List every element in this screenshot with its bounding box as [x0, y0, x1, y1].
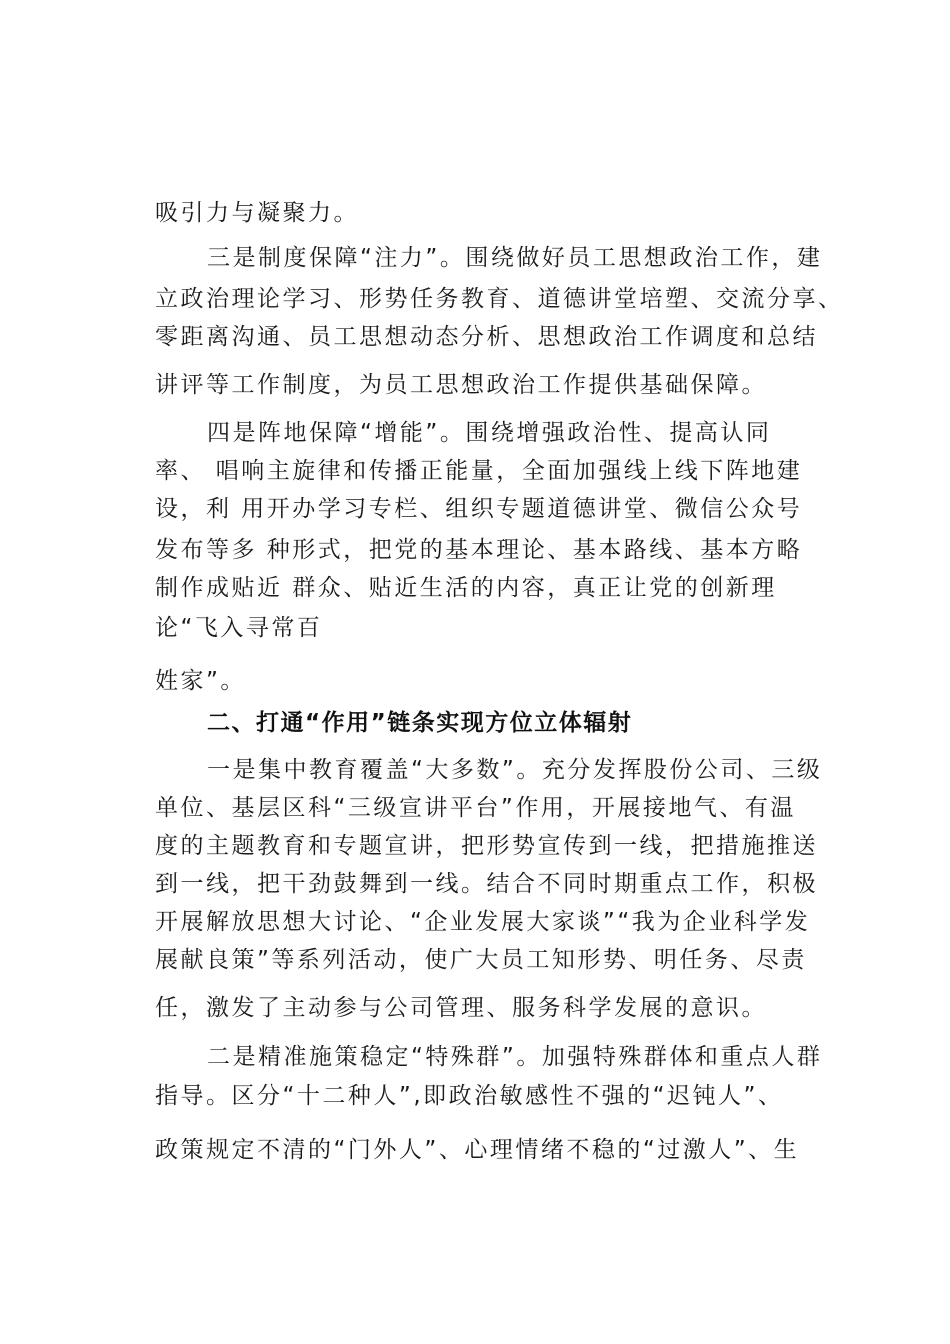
text-line: 率、 唱响主旋律和传播正能量，全面加强线上线下阵地建 [155, 458, 803, 484]
text-line: 展献良策”等系列活动，使广大员工知形势、明任务、尽责 [155, 947, 807, 973]
text-line: 四是阵地保障“增能”。围绕增强政治性、提高认同 [207, 420, 772, 446]
text-line: 姓家”。 [155, 668, 246, 694]
text-line: 三是制度保障“注力”。围绕做好员工思想政治工作，建 [207, 245, 823, 271]
text-line: 开展解放思想大讨论、“企业发展大家谈”“我为企业科学发 [155, 909, 811, 935]
text-line: 设，利 用开办学习专栏、组织专题道德讲堂、微信公众号 [155, 496, 803, 522]
text-line: 到一线，把干劲鼓舞到一线。结合不同时期重点工作，积极 [155, 871, 818, 897]
text-line: 一是集中教育覆盖“大多数”。充分发挥股份公司、三级 [207, 757, 823, 783]
text-line: 指导。区分“十二种人”,即政治敏感性不强的“迟钝人”、 [155, 1083, 784, 1109]
text-line: 任，激发了主动参与公司管理、服务科学发展的意识。 [155, 995, 767, 1021]
text-line: 单位、基层区科“三级宣讲平台”作用，开展接地气、有温 [155, 795, 796, 821]
section-heading: 二、打通“作用”链条实现方位立体辐射 [207, 710, 633, 736]
text-line: 立政治理论学习、形势任务教育、道德讲堂培塑、交流分享、 [155, 286, 844, 312]
text-line: 讲评等工作制度，为员工思想政治工作提供基础保障。 [155, 372, 767, 398]
text-line: 制作成贴近 群众、贴近生活的内容，真正让党的创新理 [155, 575, 777, 601]
text-line: 发布等多 种形式，把党的基本理论、基本路线、基本方略 [155, 537, 803, 563]
text-line: 论“飞入寻常百 [155, 615, 323, 641]
text-line: 度的主题教育和专题宣讲，把形势宣传到一线，把措施推送 [155, 833, 818, 859]
text-line: 零距离沟通、员工思想动态分析、思想政治工作调度和总结 [155, 324, 818, 350]
text-line: 政策规定不清的“门外人”、心理情绪不稳的“过激人”、生 [155, 1137, 800, 1163]
text-line: 二是精准施策稳定“特殊群”。加强特殊群体和重点人群 [207, 1044, 823, 1070]
text-line: 吸引力与凝聚力。 [155, 200, 359, 226]
